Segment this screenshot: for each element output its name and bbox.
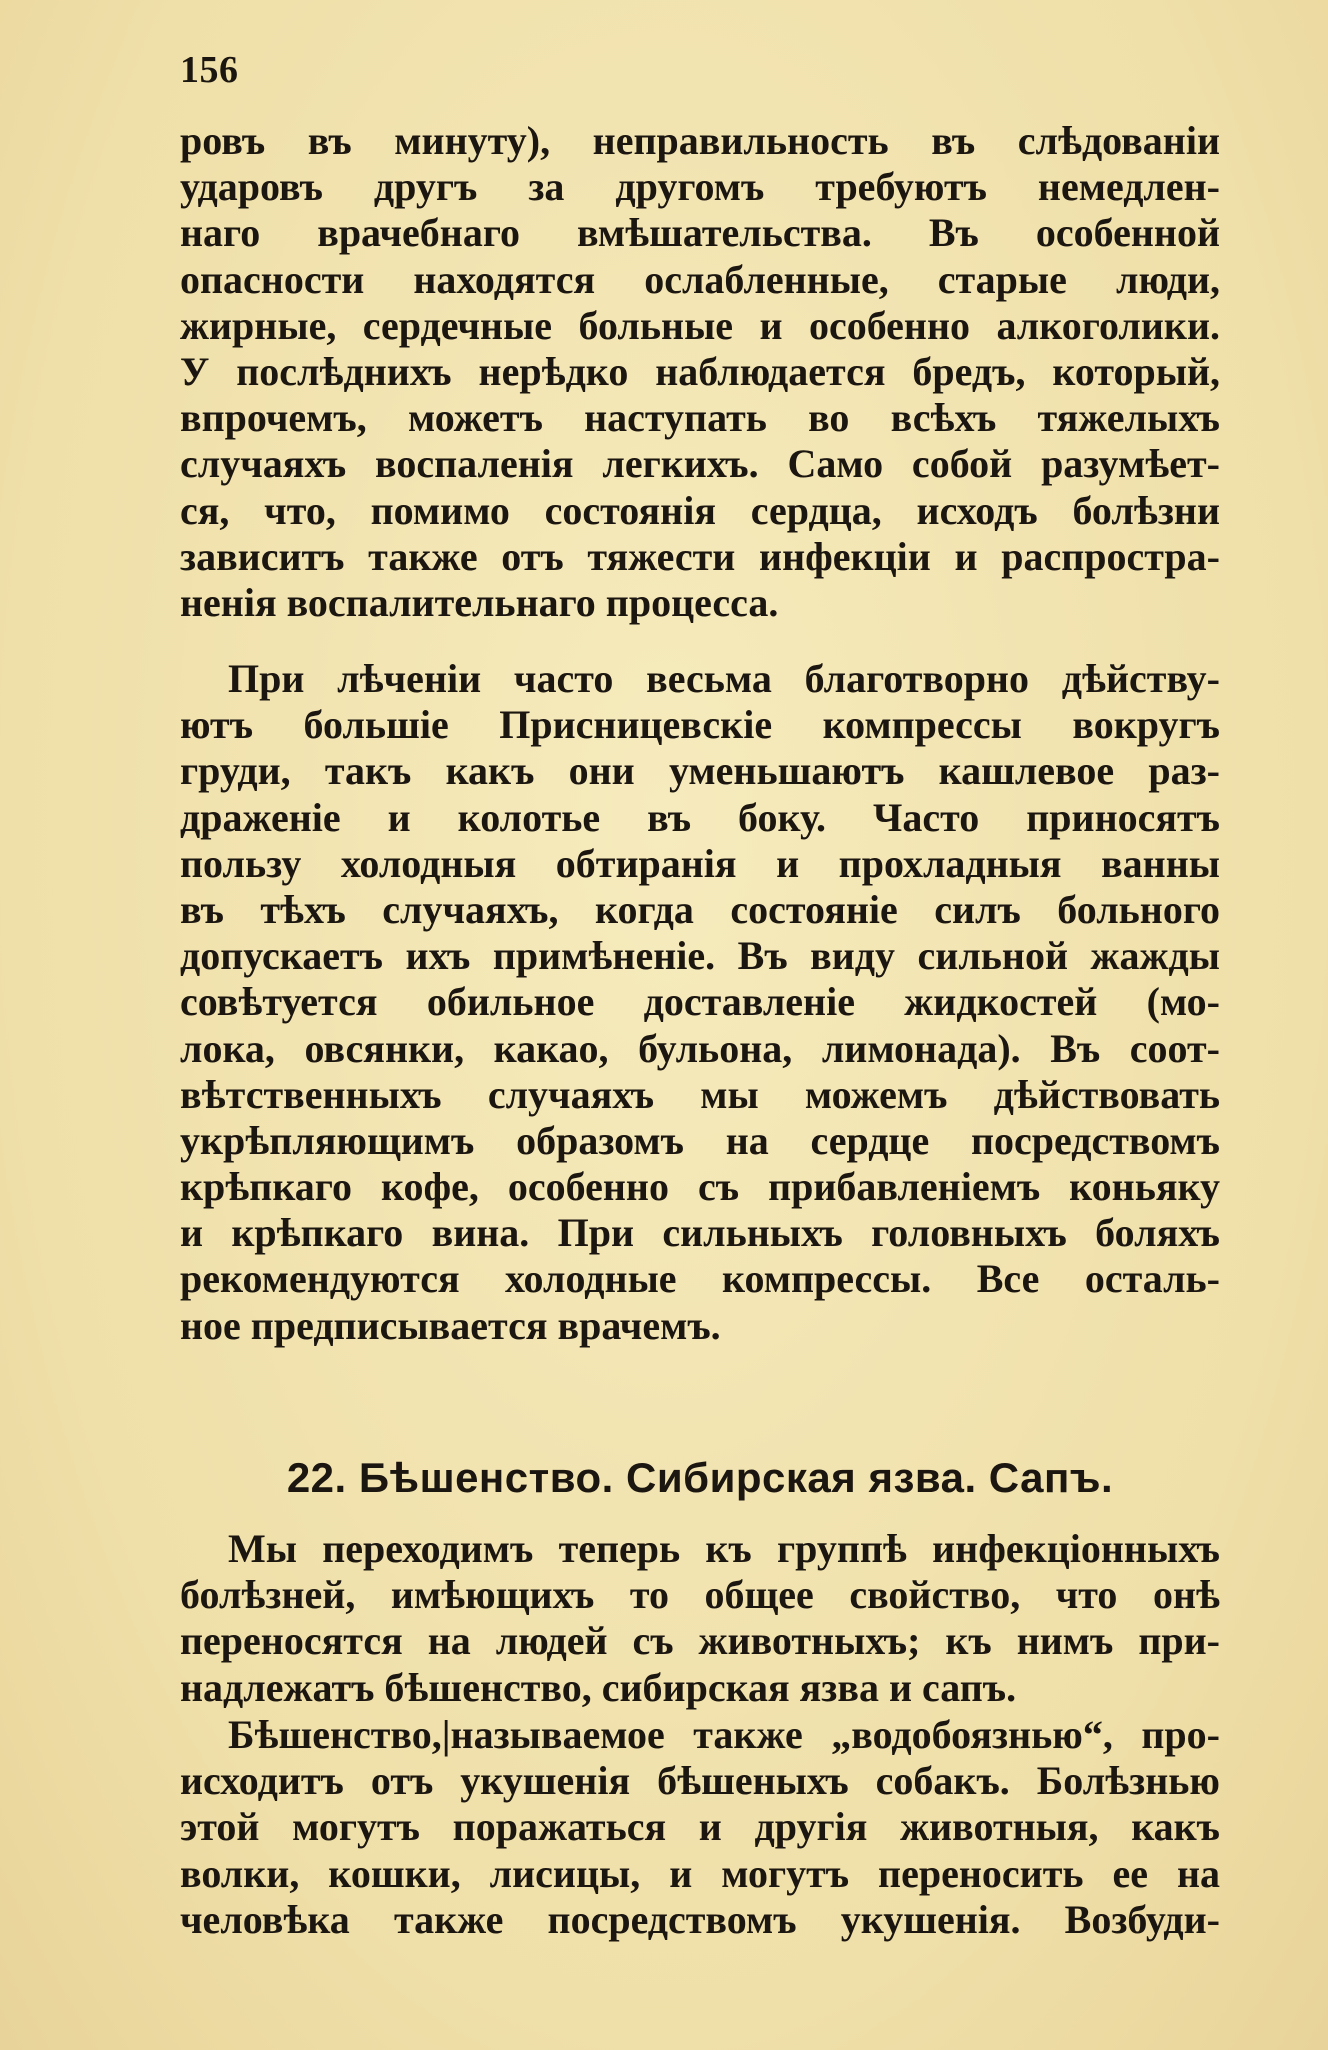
text-line: исходитъ отъ укушенія бѣшеныхъ собакъ. Болѣзнью [180,1758,1220,1804]
text-line: и крѣпкаго вина. При сильныхъ головныхъ боляхъ [180,1210,1220,1256]
text-line: У послѣднихъ нерѣдко наблюдается бредъ, который, [180,348,1220,394]
text-line: укрѣпляющимъ образомъ на сердце посредствомъ [180,1117,1220,1163]
text-line: ненія воспалительнаго процесса. [180,579,779,625]
text-line: Мы переходимъ теперь къ группѣ инфекціонныхъ [228,1526,1220,1571]
text-line: въ тѣхъ случаяхъ, когда состояніе силъ больного [180,886,1220,932]
text-line: ровъ въ минуту), неправильность въ слѣдованіи [180,118,1220,163]
text-line: пользу холодныя обтиранія и прохладныя ванны [180,840,1220,886]
text-line: надлежатъ бѣшенство, сибирская язва и сапъ. [180,1664,1017,1710]
text-line: впрочемъ, можетъ наступать во всѣхъ тяжелыхъ [180,395,1220,441]
text-line: драженіе и колотье въ боку. Часто приносятъ [180,794,1220,840]
text-line: переносятся на людей съ животныхъ; къ нимъ при- [180,1618,1220,1664]
text-line: крѣпкаго кофе, особенно съ прибавленіемъ коньяку [180,1164,1220,1210]
paragraph-pneumonia-treatment [180,656,1220,1349]
text-line: вѣтственныхъ случаяхъ мы можемъ дѣйствовать [180,1071,1220,1117]
text-line: допускаетъ ихъ примѣненіе. Въ виду сильной жажды [180,933,1220,979]
text-line: зависитъ также отъ тяжести инфекціи и распростра- [180,533,1220,579]
page-number: 156 [180,49,239,91]
paragraph-rabies [180,1712,1220,1943]
text-line: опасности находятся ослабленные, старые люди, [180,256,1220,302]
text-line: ударовъ другъ за другомъ требуютъ немедлен- [180,164,1220,210]
text-line: ся, что, помимо состоянія сердца, исходъ болѣзни [180,487,1220,533]
text-line: этой могутъ поражаться и другія животныя, какъ [180,1804,1220,1850]
text-line: Бѣшенство,|называемое также „водобоязнью“, про- [228,1712,1220,1757]
text-line: жирные, сердечные больные и особенно алкоголики. [180,302,1220,348]
text-line: лока, овсянки, какао, бульона, лимонада). Въ соот- [180,1025,1220,1071]
paragraph-pneumonia-prognosis [180,118,1220,626]
text-line: груди, такъ какъ они уменьшаютъ кашлевое раз- [180,748,1220,794]
text-line: При лѣченіи часто весьма благотворно дѣйству- [228,656,1220,701]
text-line: совѣтуется обильное доставленіе жидкостей (мо- [180,979,1220,1025]
text-line: человѣка также посредствомъ укушенія. Возбуди- [180,1896,1220,1942]
text-line: ное предписывается врачемъ. [180,1302,721,1348]
section-heading: 22. Бѣшенство. Сибирская язва. Сапъ. [286,1454,1114,1501]
paragraph-zoonoses-intro [180,1526,1220,1711]
text-line: рекомендуются холодные компрессы. Все осталь- [180,1256,1220,1302]
text-line: случаяхъ воспаленія легкихъ. Само собой разумѣет- [180,441,1220,487]
text-line: болѣзней, имѣющихъ то общее свойство, что онѣ [180,1572,1220,1618]
text-line: наго врачебнаго вмѣшательства. Въ особенной [180,210,1220,256]
text-line: ютъ большіе Присницевскіе компрессы вокругъ [180,702,1220,748]
text-line: волки, кошки, лисицы, и могутъ переносить ее на [180,1850,1220,1896]
